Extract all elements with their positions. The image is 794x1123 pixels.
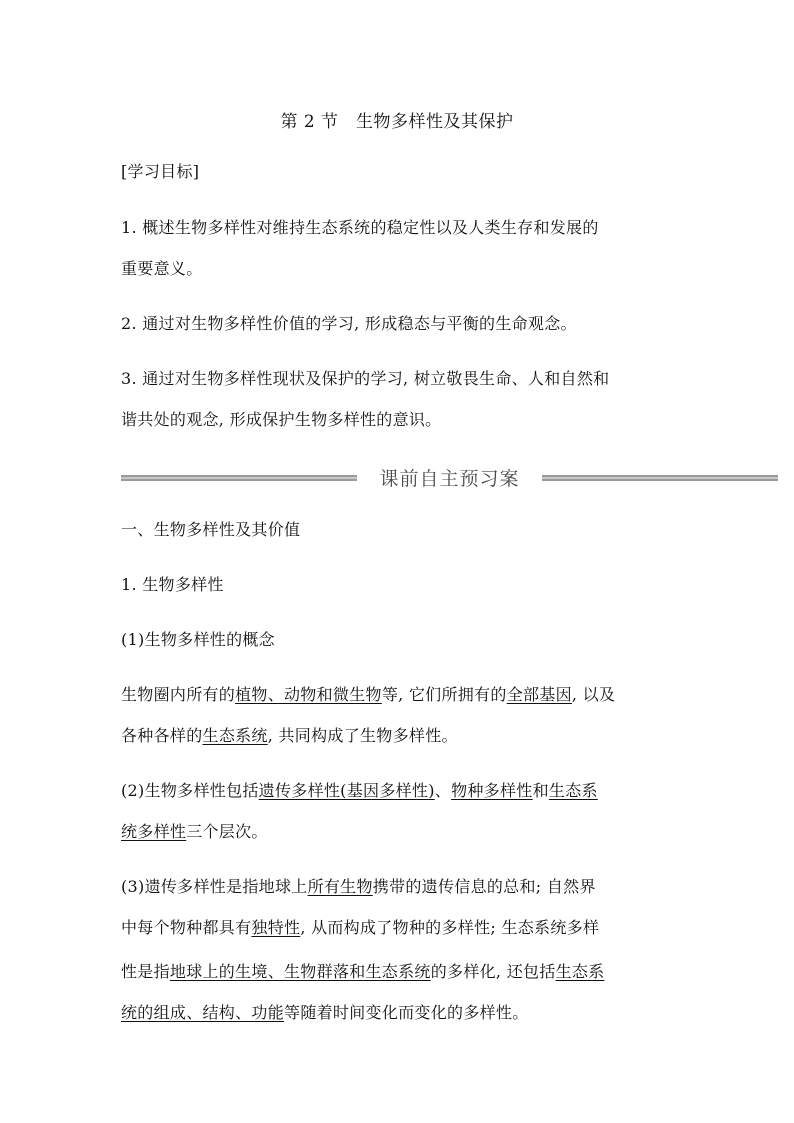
answer-blank: 遗传多样性(基因多样性) [258,781,435,800]
paragraph-3-line-3 [121,962,605,982]
answer-blank: 地球上的生境、生物群落和生态系统 [169,962,431,981]
paragraph-3-line-2 [121,918,599,938]
paragraph-3-line-4 [121,1003,529,1023]
text-run: 三个层次。 [186,822,268,841]
answer-blank: 物种多样性 [451,781,533,800]
objective-3-line-1: 3. 通过对生物多样性现状及保护的学习, 树立敬畏生命、人和自然和 [121,369,610,388]
objective-3-line-2: 谐共处的观念, 形成保护生物多样性的意识。 [121,410,442,429]
subheading-biodiversity: 1. 生物多样性 [121,575,224,594]
objective-1-line-1: 1. 概述生物多样性对维持生态系统的稳定性以及人类生存和发展的 [121,218,599,237]
text-run: (2)生物多样性包括 [121,781,259,800]
text-run: 中每个物种都具有 [121,918,252,937]
paragraph-2-line-2 [121,822,268,842]
text-run: , 以及 [571,685,616,704]
answer-blank: 全部基因 [506,685,572,704]
answer-blank: 统的组成、结构、功能 [121,1003,285,1022]
answer-blank: 生态系统 [202,726,268,745]
text-run: , 从而构成了物种的多样性; 生态系统多样 [300,918,600,937]
text-run: 各种各样的 [121,726,203,745]
section-title: 第 2 节 生物多样性及其保护 [280,112,514,132]
answer-blank: 统多样性 [121,822,187,841]
text-run: 的多样化, 还包括 [430,962,556,981]
objective-2: 2. 通过对生物多样性价值的学习, 形成稳态与平衡的生命观念。 [121,314,577,333]
text-run: 性是指 [121,962,170,981]
paragraph-1-line-2 [121,726,458,746]
answer-blank: 独特性 [251,918,301,937]
text-run: 携带的遗传信息的总和; 自然界 [372,877,596,896]
answer-blank: 生态系 [548,781,598,800]
paragraph-2-line-1 [121,781,598,801]
text-run: 等随着时间变化而变化的多样性。 [284,1003,529,1022]
subheading-concept: (1)生物多样性的概念 [121,630,275,649]
text-run: 生物圈内所有的 [121,685,236,704]
text-run: , 共同构成了生物多样性。 [267,726,458,745]
answer-blank: 生态系 [555,962,605,981]
text-run: 和 [532,781,549,800]
heading-biodiversity-value: 一、生物多样性及其价值 [121,520,301,539]
objectives-heading: [学习目标] [121,162,200,181]
answer-blank: 植物、动物和微生物 [235,685,382,704]
objective-1-line-2: 重要意义。 [121,259,203,278]
text-run: 等, 它们所拥有的 [381,685,507,704]
banner-title: 课前自主预习案 [379,468,520,490]
answer-blank: 所有生物 [307,877,373,896]
text-run: 、 [434,781,452,800]
section-banner [121,462,778,492]
text-run: (3)遗传多样性是指地球上 [121,877,308,896]
paragraph-1-line-1 [121,685,615,705]
paragraph-3-line-1 [121,877,596,897]
